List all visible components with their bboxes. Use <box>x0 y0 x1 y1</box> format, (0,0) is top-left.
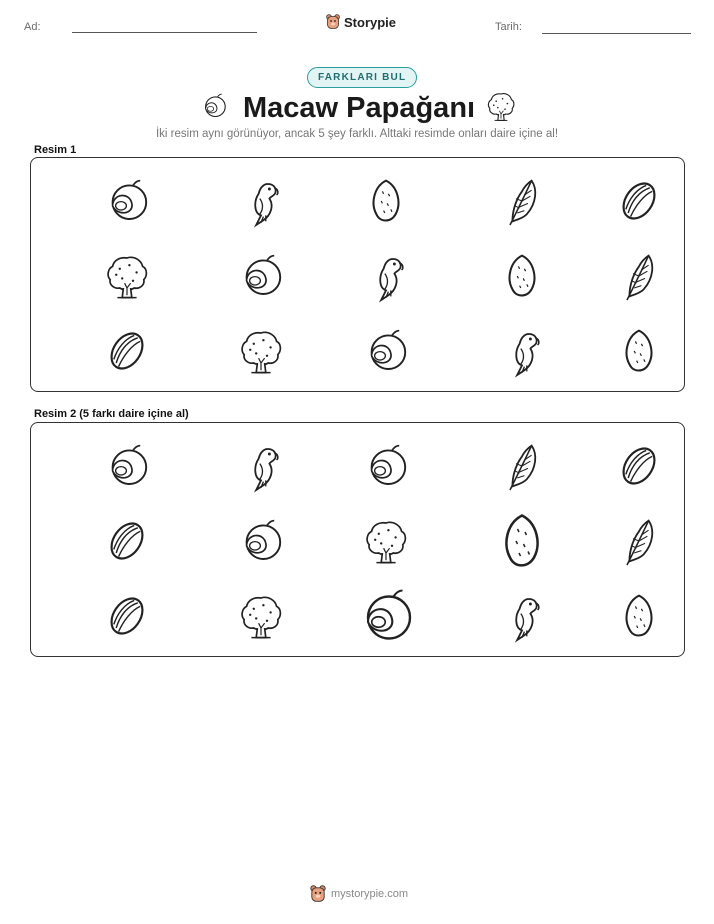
instructions: İki resim aynı görünüyor, ancak 5 şey farklı. Alttaki resimde onları daire içine al! <box>155 128 559 140</box>
tree-icon <box>485 90 517 122</box>
footer-site: mystorypie.com <box>331 888 409 900</box>
name-field-line[interactable] <box>72 32 257 33</box>
striped-nut-icon[interactable] <box>97 586 157 646</box>
plum-icon <box>97 171 157 231</box>
plum-icon[interactable] <box>231 511 291 571</box>
bear-mascot-icon <box>326 14 340 30</box>
plum-icon <box>200 92 228 120</box>
date-field-line[interactable] <box>542 33 691 34</box>
date-label: Tarih: <box>495 21 522 33</box>
almond-icon <box>492 246 552 306</box>
name-label: Ad: <box>24 21 41 33</box>
striped-nut-icon <box>97 321 157 381</box>
parrot-icon <box>231 171 291 231</box>
almond-icon[interactable] <box>609 586 669 646</box>
picture-2-panel[interactable] <box>30 422 685 657</box>
parrot-icon <box>356 246 416 306</box>
brand-name: Storypie <box>344 14 397 30</box>
parrot-icon[interactable] <box>231 436 291 496</box>
brand-logo <box>326 14 396 30</box>
plum-icon[interactable] <box>97 436 157 496</box>
feather-icon <box>492 171 552 231</box>
feather-icon[interactable] <box>492 436 552 496</box>
feather-icon[interactable] <box>609 511 669 571</box>
almond-icon <box>356 171 416 231</box>
picture-2-label: Resim 2 (5 farkı daire içine al) <box>34 408 189 420</box>
page-title: Macaw Papağanı <box>243 92 476 124</box>
bear-mascot-icon <box>310 885 326 903</box>
tree-icon[interactable] <box>356 511 416 571</box>
striped-nut-icon[interactable] <box>97 511 157 571</box>
almond-icon[interactable] <box>492 511 552 571</box>
almond-icon <box>609 321 669 381</box>
find-differences-badge: FARKLARI BUL <box>307 67 417 88</box>
plum-icon[interactable] <box>356 436 416 496</box>
tree-icon <box>97 246 157 306</box>
tree-icon[interactable] <box>231 586 291 646</box>
plum-icon[interactable] <box>356 586 416 646</box>
striped-nut-icon[interactable] <box>609 436 669 496</box>
striped-nut-icon <box>609 171 669 231</box>
parrot-icon[interactable] <box>492 586 552 646</box>
footer <box>310 885 408 903</box>
picture-1-label: Resim 1 <box>34 144 77 156</box>
tree-icon <box>231 321 291 381</box>
feather-icon <box>609 246 669 306</box>
plum-icon <box>231 246 291 306</box>
picture-1-panel <box>30 157 685 392</box>
parrot-icon <box>492 321 552 381</box>
plum-icon <box>356 321 416 381</box>
